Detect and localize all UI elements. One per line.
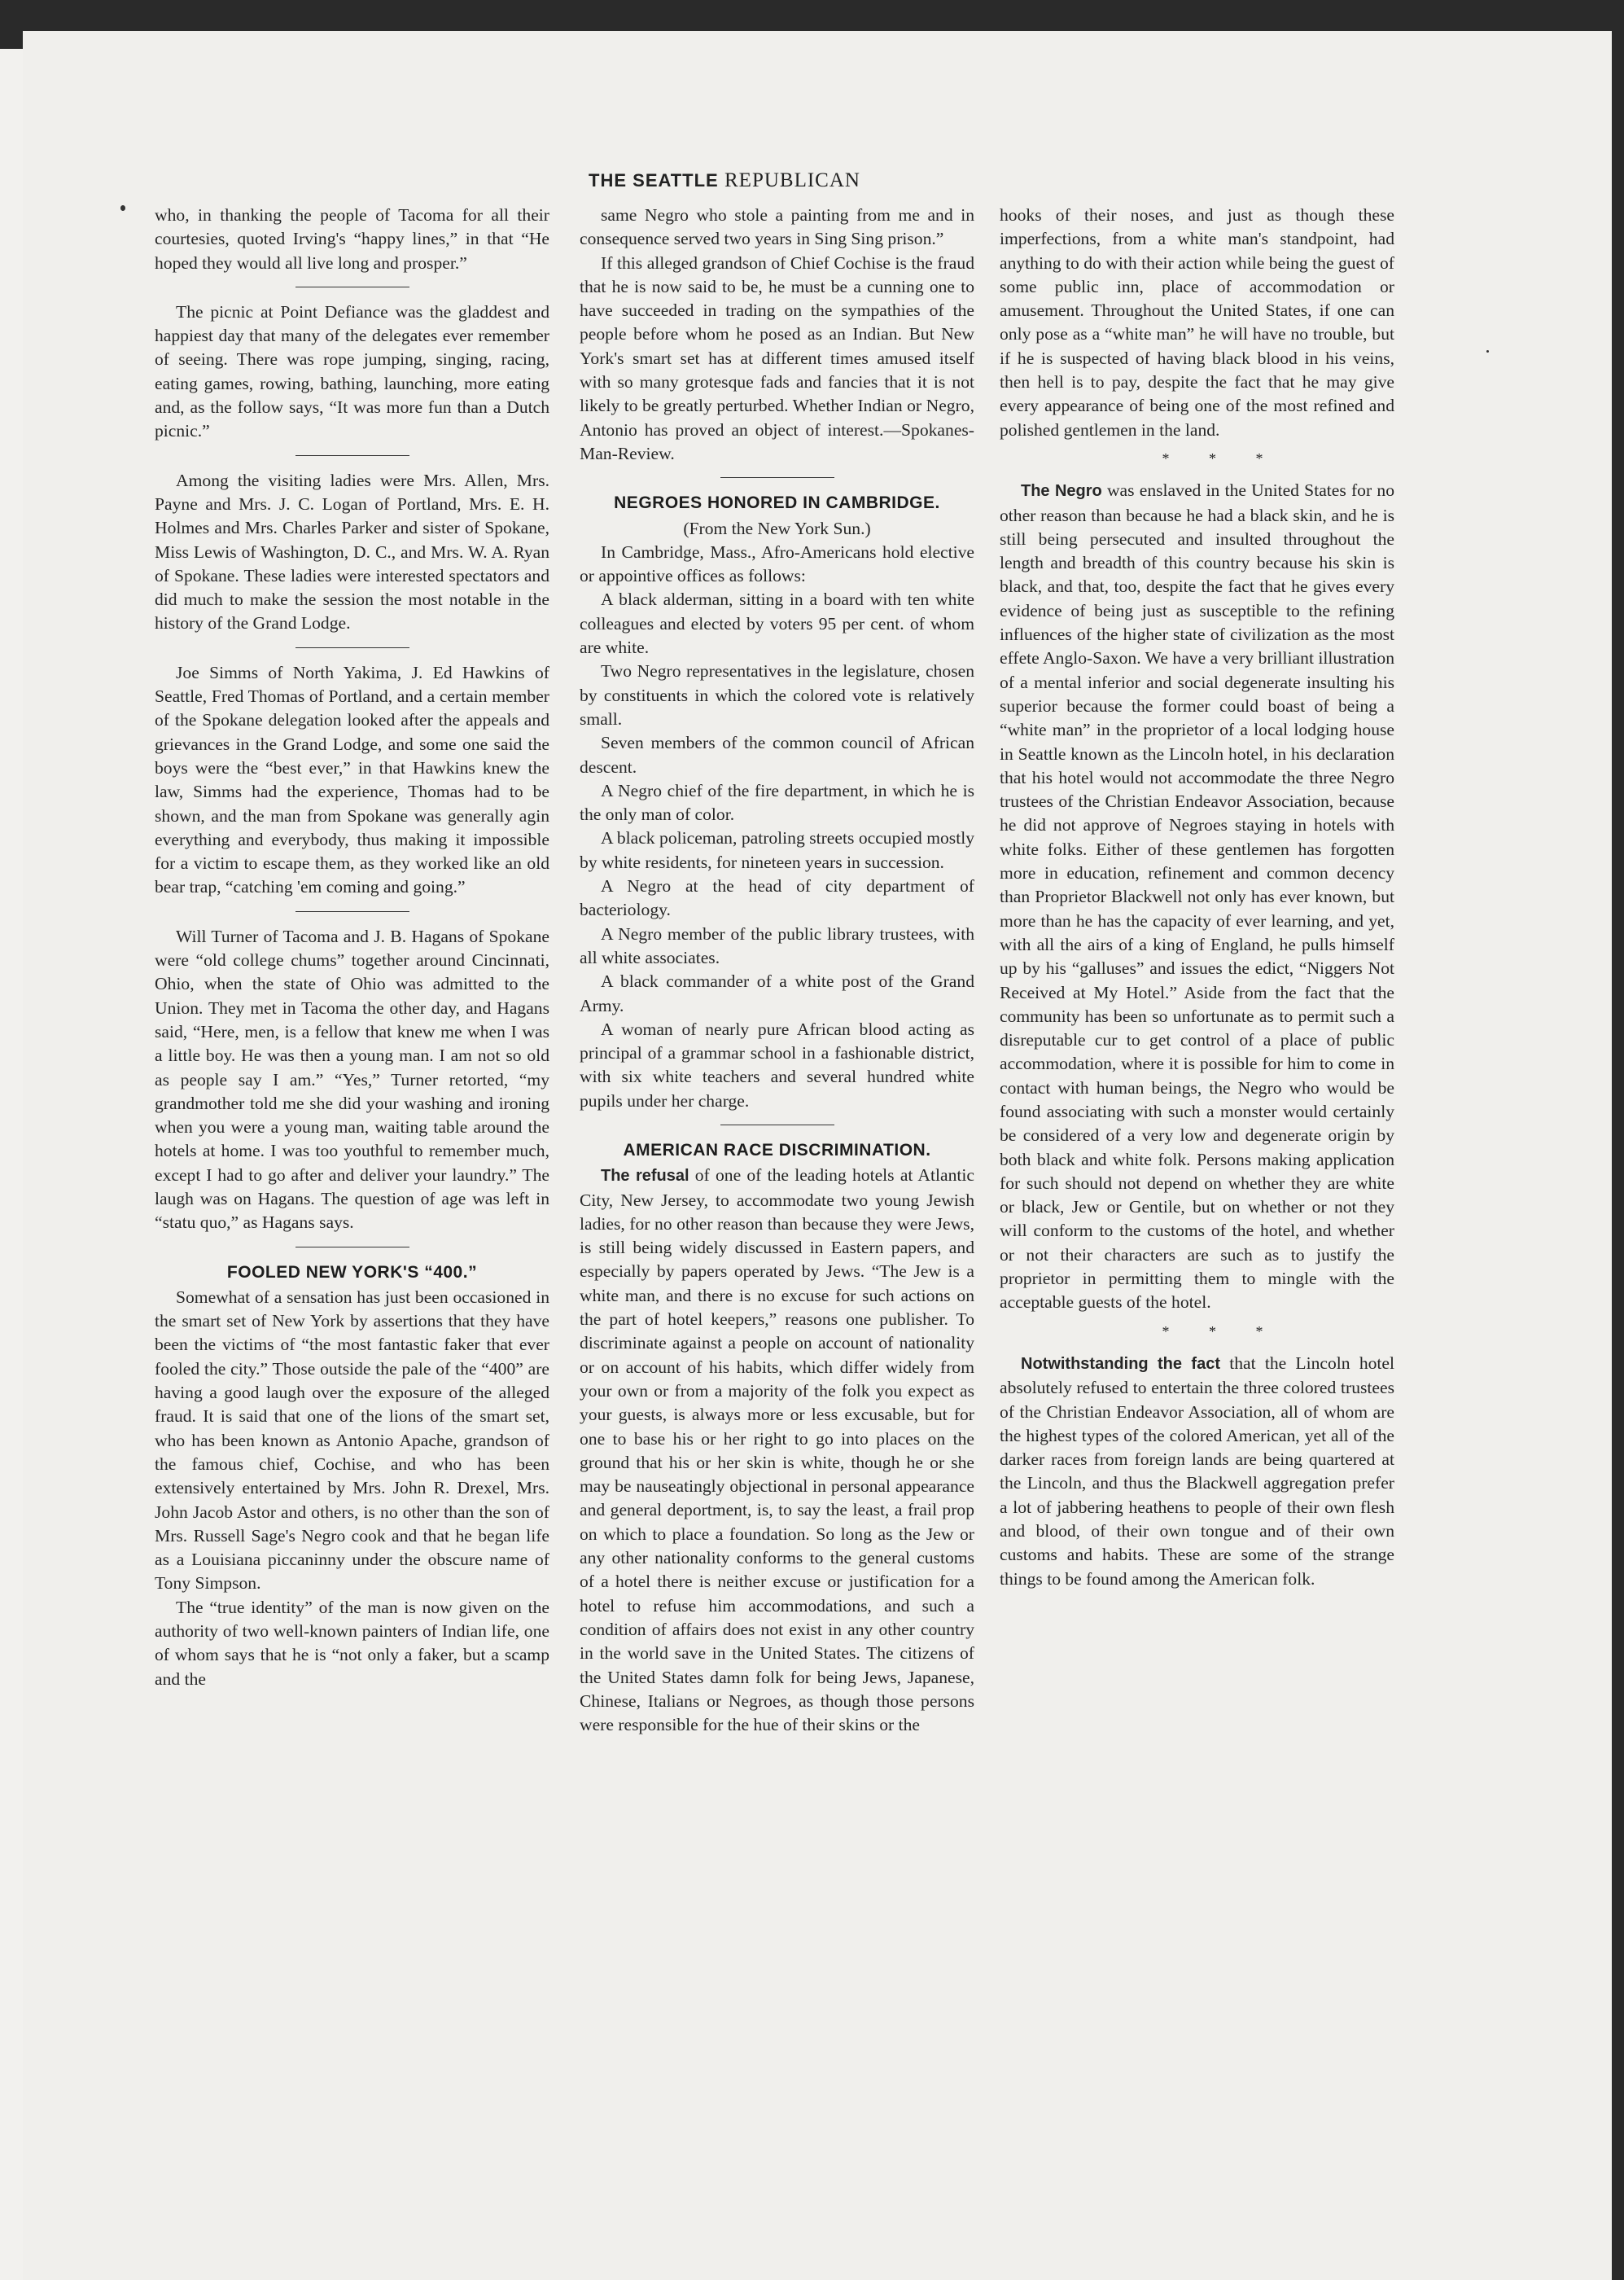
masthead-plain: REPUBLICAN: [724, 169, 860, 191]
divider: [295, 647, 409, 648]
list-item: A Negro at the head of city department of bacteriology.: [580, 876, 974, 920]
article-headline: NEGROES HONORED IN CAMBRIDGE.: [614, 493, 940, 513]
list-item: Seven members of the common council of African descent.: [580, 733, 974, 777]
paragraph: The picnic at Point Defiance was the gladdest and happiest day that many of the delegates ever remember of seeing. There was rope jumping, singing, racing, eating games, rowing, bathing, launching, more eating and, as the follow says, “It was more fun than a Dutch picnic.”: [155, 301, 549, 441]
list-item: A black alderman, sitting in a board with ten white colleagues and elected by voters 95 per cent. of whom are white.: [580, 590, 974, 658]
column-3: [1000, 204, 1394, 1591]
section-stars: * * *: [1162, 1322, 1281, 1340]
paragraph: Somewhat of a sensation has just been occasioned in the smart set of New York by assertions that they have been the victims of “the most fantastic faker that ever fooled the city.” Those outside the pale of the “400” are having a good laugh over the exposure of the alleged fraud. It is said that one of the lions of the smart set, who has been known as Antonio Apache, grandson of the famous chief, Cochise, and who has been extensively entertained by Mrs. John R. Drexel, Mrs. John Jacob Astor and others, is no other than the son of Mrs. Russell Sage's Negro cook and that he began life as a Louisiana piccaninny under the obscure name of Tony Simpson.: [155, 1287, 549, 1594]
ink-speck: [120, 205, 125, 211]
lead-in: Notwithstanding the fact: [1021, 1354, 1220, 1373]
article-headline: AMERICAN RACE DISCRIMINATION.: [623, 1140, 931, 1160]
paragraph: Among the visiting ladies were Mrs. Allen, Mrs. Payne and Mrs. J. C. Logan of Portland, Mrs. E. H. Holmes and Mrs. Charles Parker and sister of Spokane, Miss Lewis of Washington, D. C., and Mrs. W. A. Ryan of Spokane. These ladies were interested spectators and did much to make the session the most notable in the history of the Grand Lodge.: [155, 470, 549, 634]
divider: [295, 455, 409, 456]
list-item: A Negro chief of the fire department, in which he is the only man of color.: [580, 780, 974, 825]
paragraph: same Negro who stole a painting from me and in consequence served two years in Sing Sing prison.”: [580, 205, 974, 249]
list-item: A black commander of a white post of the Grand Army.: [580, 971, 974, 1015]
list-item: A Negro member of the public library trustees, with all white associates.: [580, 923, 974, 967]
paragraph: [1000, 1352, 1394, 1591]
paragraph-text: was enslaved in the United States for no other reason than because he had a black skin, and he is still being persecuted and insulted throughout the length and breadth of this country because his skin is black, and that, too, despite the fact that he gives every evidence of being just as susceptible to the refining influences of the higher state of civilization as the most effete Anglo-Saxon. We have a very brilliant illustration of a mental inferior and social degenerate insulting his superior because the former could boast of being a “white man” in the proprietor of a local lodging house in Seattle known as the Lincoln hotel, in his declaration that his hotel would not accommodate the three Negro trustees of the Christian Endeavor Association, because he did not approve of Negroes staying in hotels with white folks. Either of these gentlemen has forgotten more in education, refinement and common decency than Proprietor Blackwell not only has ever known, but more than he has the capacity of ever learning, and yet, with all the airs of a king of England, he pulls himself up by his “galluses” and issues the edict, “Niggers Not Received at My Hotel.” Aside from the fact that the community has been so unfortunate as to permit such a disreputable cur to get control of a place of public accommodation, where it is possible for him to come in contact with human beings, the Negro who would be found associating with such a monster would certainly be considered of a very low and degenerate origin by both black and white folk. Persons making application for such should not depend on whether they are white or black, Jew or Gentile, but on whether or not they will conform to the customs of the hotel, and whether or not their characters are such as to justify the proprietor in permitting them to mingle with the acceptable guests of the hotel.: [1000, 480, 1394, 1313]
masthead-bold: THE SEATTLE: [589, 170, 719, 191]
masthead: [521, 169, 928, 192]
paragraph: [1000, 479, 1394, 1314]
paragraph: Will Turner of Tacoma and J. B. Hagans of Spokane were “old college chums” together around Cincinnati, Ohio, when the state of Ohio was admitted to the Union. They met in Tacoma the other day, and Hagans said, “Here, men, is a fellow that knew me when I was a little boy. He was then a young man. I am not so old as people say I am.” “Yes,” Turner retorted, “my grandmother told me she did your washing and ironing when you were a young man, waiting table around the hotels at home. I was too youthful to remember much, except I had to go after and deliver your laundry.” The laugh was on Hagans. The question of age was left in “statu quo,” as Hagans says.: [155, 926, 549, 1233]
list-item: A black policeman, patroling streets occupied mostly by white residents, for nineteen years in succession.: [580, 828, 974, 872]
column-1: [155, 204, 549, 1691]
lead-in: The refusal: [601, 1167, 689, 1186]
divider: [720, 477, 834, 478]
paragraph: hooks of their noses, and just as though these imperfections, from a white man's standpoint, had anything to do with their action while being the guest of some public inn, place of accommodation or amusement. Throughout the United States, if one can only pose as a “white man” he will have no trouble, but if he is suspected of having black blood in his veins, then hell is to pay, despite the fact that he may give every appearance of being one of the most refined and polished gentlemen in the land.: [1000, 205, 1394, 440]
article-source: (From the New York Sun.): [683, 518, 871, 538]
list-item: A woman of nearly pure African blood acting as principal of a grammar school in a fashionable district, with six white teachers and several hundred white pupils under her charge.: [580, 1019, 974, 1111]
list-item: Two Negro representatives in the legislature, chosen by constituents in which the colored vote is relatively small.: [580, 661, 974, 729]
paragraph-text: that the Lincoln hotel absolutely refused to entertain the three colored trustees of the Christian Endeavor Association, all of whom are the highest types of the colored American, yet all of the darker races from foreign lands are being quartered at the Lincoln, and thus the Blackwell aggregation prefer a lot of jabbering heathens to people of their own flesh and blood, of their own tongue and of their own customs and habits. These are some of the strange things to be found among the American folk.: [1000, 1353, 1394, 1589]
paragraph: who, in thanking the people of Tacoma for all their courtesies, quoted Irving's “happy lines,” in that “He hoped they would all live long and prosper.”: [155, 205, 549, 273]
paragraph: [580, 1164, 974, 1737]
paragraph: The “true identity” of the man is now given on the authority of two well-known painters of Indian life, one of whom says that he is “not only a faker, but a scamp and the: [155, 1597, 549, 1689]
article-headline: FOOLED NEW YORK'S “400.”: [226, 1262, 478, 1282]
column-2: [580, 204, 974, 1737]
section-stars: * * *: [1162, 449, 1281, 467]
paragraph-text: of one of the leading hotels at Atlantic City, New Jersey, to accommodate two young Jewish ladies, for no other reason than because they were Jews, is still being widely discussed in Eastern papers, and especially by papers operated by Jews. “The Jew is a white man, and there is no excuse for such actions on the part of hotel keepers,” reasons one publisher. To discriminate against a people on account of nationality or on account of his habits, which differ widely from your own or from a majority of the folk you expect as your guests, is always more or less excusable, but for one to base his or her right to go into places on the ground that his or her skin is white, though he or she may be nauseatingly objectional in personal appearance and general deportment, is, to say the least, a frail prop on which to place a foundation. So long as the Jew or any other nationality conforms to the general customs of a hotel there is neither excuse or justification for a hotel to refuse him accommodations, and such a condition of affairs does not exist in any other country in the world save in the United States. The citizens of the United States damn folk for being Jews, Japanese, Chinese, Italians or Negroes, as though those persons were responsible for the hue of their skins or the: [580, 1165, 974, 1735]
paragraph: Joe Simms of North Yakima, J. Ed Hawkins of Seattle, Fred Thomas of Portland, and a certain member of the Spokane delegation looked after the appeals and grievances in the Grand Lodge, and some one said the boys were the “best ever,” in that Hawkins knew the law, Simms had the experience, Thomas had to be shown, and the man from Spokane was generally agin everything and everybody, thus making it impossible for a victim to escape them, as they worked like an old bear trap, “catching 'em coming and going.”: [155, 662, 549, 897]
lead-in: The Negro: [1021, 482, 1102, 501]
divider: [295, 911, 409, 912]
paragraph: If this alleged grandson of Chief Cochise is the fraud that he is now said to be, he must be a cunning one to have succeeded in trading on the sympathies of the people before whom he posed as an Indian. But New York's smart set has at different times amused itself with so many grotesque fads and fancies that it is not likely to be greatly perturbed. Whether Indian or Negro, Antonio has proved an object of interest.—Spokanes-Man-Review.: [580, 252, 974, 463]
ink-speck: [1486, 350, 1489, 353]
list-item: In Cambridge, Mass., Afro-Americans hold elective or appointive offices as follows:: [580, 542, 974, 586]
